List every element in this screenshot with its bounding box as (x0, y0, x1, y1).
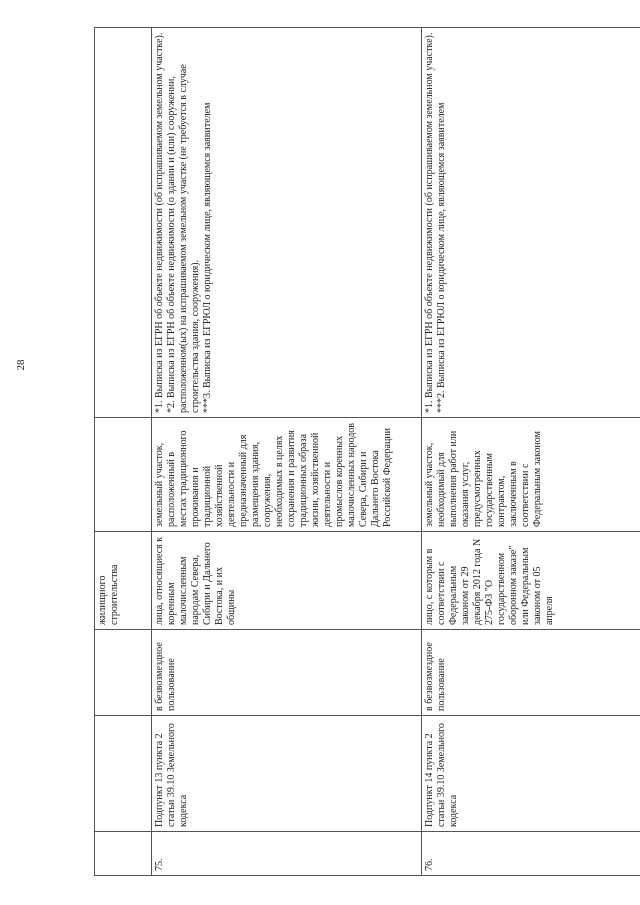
table-row (152, 28, 422, 876)
table-row-continued (95, 28, 152, 876)
cell-person: лицо, с которым в соответствии с Федеральным законом от 29 декабря 2012 года N 275-ФЗ "О государственном оборонном заказе" или Федеральным законом от 05 апреля (422, 532, 640, 630)
cell-basis: Подпункт 14 пункта 2 статьи 39.10 Земельного кодекса (422, 716, 640, 832)
cell-person: лица, относящиеся к коренным малочисленным народам Севера, Сибири и Дальнего Востока, и их общины (152, 532, 422, 630)
cell-basis: Подпункт 13 пункта 2 статьи 39.10 Земельного кодекса (152, 716, 422, 832)
person-tail-line: строительства (109, 564, 120, 625)
person-tail-line: жилищного (97, 575, 108, 625)
cell-docs (95, 28, 152, 418)
doc-item: *1. Выписка из ЕГРН об объекте недвижимости (об испрашиваемом земельном участке). (154, 32, 165, 413)
rotated-page-content (94, 28, 640, 876)
cell-basis (95, 716, 152, 832)
page-number: 28 (15, 359, 27, 371)
land-provision-table (94, 27, 640, 876)
cell-land: земельный участок, расположенный в местах традиционного проживания и традиционной хозяйственной деятельности и предназначенный для размещения здания, сооружения, необходимых в целях сохранения и развития традиционных образа жизни, хозяйственной деятельности и промыслов коренных малочисленных народов Севера, Сибири и Дальнего Востока Российской Федерации (152, 418, 422, 532)
table-row (422, 28, 640, 876)
cell-num: 75. (152, 832, 422, 876)
cell-docs (422, 28, 640, 418)
cell-right: в безвозмездное пользование (152, 630, 422, 716)
doc-item: *2. Выписка из ЕГРН об объекте недвижимости (о здании и (или) сооружении, расположенном(ых) на испрашиваемом земельном участке (не требуется в случае строительства здания, сооружения). (166, 64, 201, 413)
doc-item: ***2. Выписка из ЕГРЮЛ о юридическом лице, являющемся заявителем (436, 102, 447, 413)
cell-land: земельный участок, необходимый для выполнения работ или оказания услуг, предусмотренных государственным контрактом, заключенным в соответствии с Федеральным законом (422, 418, 640, 532)
cell-person (95, 532, 152, 630)
doc-item: ***3. Выписка из ЕГРЮЛ о юридическом лице, являющемся заявителем (202, 102, 213, 413)
cell-num (95, 832, 152, 876)
cell-num: 76. (422, 832, 640, 876)
cell-right: в безвозмездное пользование (422, 630, 640, 716)
cell-land (95, 418, 152, 532)
doc-item: *1. Выписка из ЕГРН об объекте недвижимости (об испрашиваемом земельном участке). (424, 32, 435, 413)
rotated-table-container (94, 28, 640, 876)
cell-right (95, 630, 152, 716)
cell-docs (152, 28, 422, 418)
